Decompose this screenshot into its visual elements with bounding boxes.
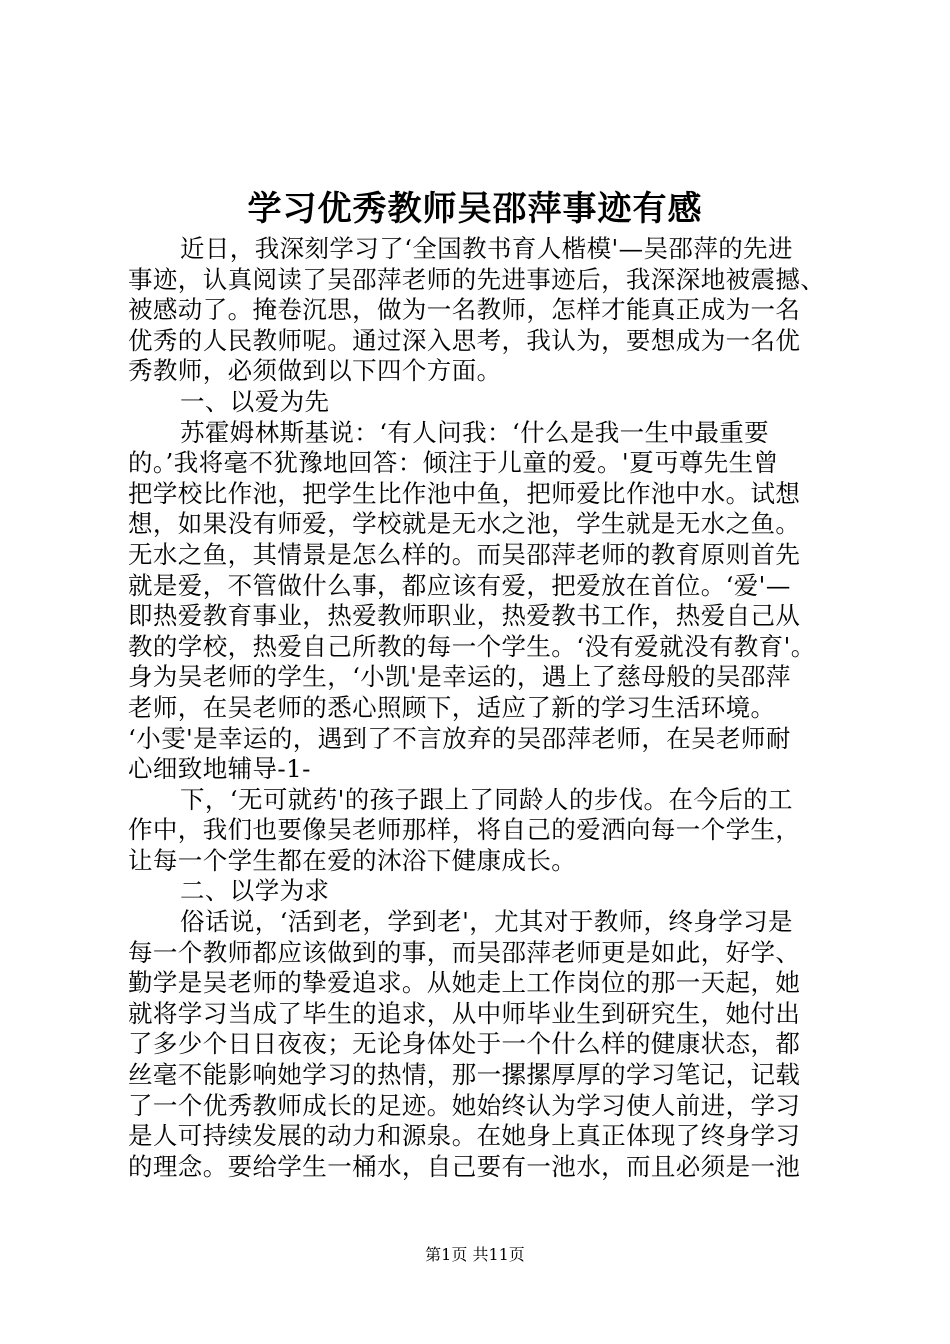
text-line: 作中，我们也要像吴老师那样，将自己的爱洒向每一个学生，: [128, 815, 801, 845]
text-line: 苏霍姆林斯基说：‘有人问我：‘什么是我一生中最重要: [180, 417, 770, 447]
text-line: 把学校比作池，把学生比作池中鱼，把师爱比作池中水。试想: [128, 478, 801, 508]
text-line: 下，‘无可就药'的孩子跟上了同龄人的步伐。在今后的工: [180, 784, 793, 814]
text-line: 事迹，认真阅读了吴邵萍老师的先进事迹后，我深深地被震撼、: [128, 264, 826, 294]
text-line: 的。’我将毫不犹豫地回答：倾注于儿童的爱。'夏丏尊先生曾: [128, 448, 779, 478]
text-line: 俗话说，‘活到老，学到老'，尤其对于教师，终身学习是: [180, 907, 793, 937]
text-line: 被感动了。掩卷沉思，做为一名教师，怎样才能真正成为一名: [128, 295, 801, 325]
text-line: 心细致地辅导-1-: [128, 754, 311, 784]
text-line: 勤学是吴老师的挚爱追求。从她走上工作岗位的那一天起，她: [128, 968, 801, 998]
text-line: 近日，我深刻学习了‘全国教书育人楷模'—吴邵萍的先进: [180, 234, 793, 263]
text-line: 无水之鱼，其情景是怎么样的。而吴邵萍老师的教育原则首先: [128, 539, 801, 569]
text-line: 丝毫不能影响她学习的热情，那一摞摞厚厚的学习笔记，记载: [128, 1060, 801, 1090]
document-title: 学习优秀教师吴邵萍事迹有感: [247, 189, 703, 229]
text-line: ‘小雯'是幸运的，遇到了不言放弃的吴邵萍老师，在吴老师耐: [128, 723, 791, 753]
text-line: 的理念。要给学生一桶水，自己要有一池水，而且必须是一池: [128, 1151, 801, 1181]
text-line: 就将学习当成了毕生的追求，从中师毕业生到研究生，她付出: [128, 998, 801, 1028]
text-line: 就是爱，不管做什么事，都应该有爱，把爱放在首位。‘爱'—: [128, 570, 791, 600]
text-line: 了多少个日日夜夜；无论身体处于一个什么样的健康状态，都: [128, 1029, 801, 1059]
text-line: 优秀的人民教师呢。通过深入思考，我认为，要想成为一名优: [128, 325, 801, 355]
text-line: 二、以学为求: [180, 876, 330, 906]
page-footer: 第1页 共11页: [425, 1245, 525, 1264]
text-line: 教的学校，热爱自己所教的每一个学生。‘没有爱就没有教育'。: [128, 631, 816, 661]
text-line: 每一个教师都应该做到的事，而吴邵萍老师更是如此，好学、: [128, 937, 801, 967]
text-line: 是人可持续发展的动力和源泉。在她身上真正体现了终身学习: [128, 1121, 801, 1151]
text-line: 身为吴老师的学生，‘小凯'是幸运的，遇上了慈母般的吴邵萍: [128, 662, 791, 692]
text-line: 让每一个学生都在爱的沐浴下健康成长。: [128, 845, 577, 875]
text-line: 即热爱教育事业，热爱教师职业，热爱教书工作，热爱自己从: [128, 601, 801, 631]
text-line: 一、以爱为先: [180, 386, 330, 416]
text-line: 想，如果没有师爱，学校就是无水之池，学生就是无水之鱼。: [128, 509, 801, 539]
document-body: [128, 234, 828, 1182]
text-line: 了一个优秀教师成长的足迹。她始终认为学习使人前进，学习: [128, 1090, 801, 1120]
text-line: 老师，在吴老师的悉心照顾下，适应了新的学习生活环境。: [128, 692, 776, 722]
text-line: 秀教师，必须做到以下四个方面。: [128, 356, 502, 386]
